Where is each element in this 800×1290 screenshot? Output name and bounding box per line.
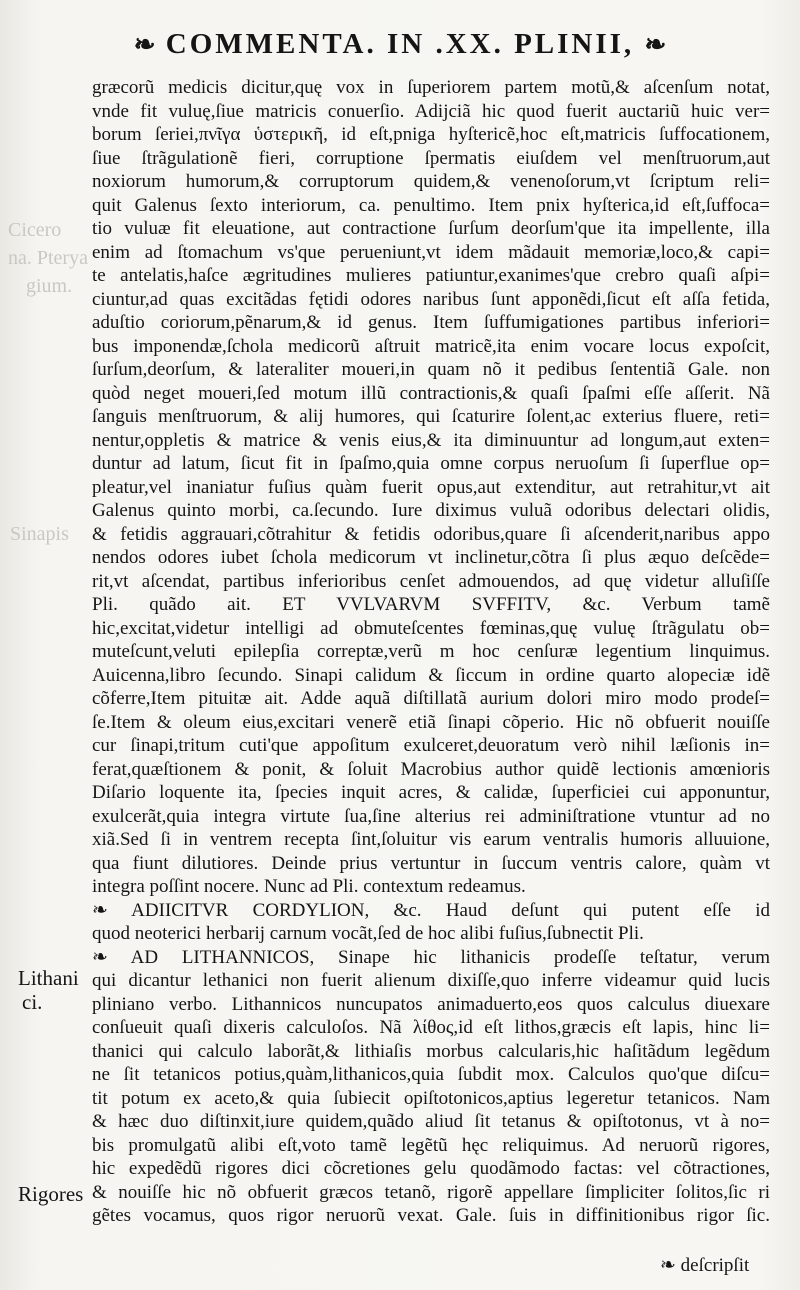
text-line: ne ſit tetanicos potius,quàm,lithanicos,quia ſubdit mox. Calculos quo'que diſcu=: [92, 1064, 770, 1085]
text-line: ſe.Item & oleum eius,excitari venerẽ etiã ſinapi cõperio. Hic nõ obfuerit nouiſſe: [92, 711, 770, 733]
text-line: ſanguis menſtruorum, & alij humores, qui ſcaturire ſolent,ac exterius fluere, reti=: [92, 406, 770, 427]
text-line: bis promulgatũ alibi eſt,voto tamẽ legẽtũ hęc reliquimus. Ad neruorũ rigores,: [92, 1134, 770, 1156]
text-line: conſueuit quaſi dixeris calculoſos. Nã λίθος,id eſt lithos,græcis eſt lapis, hinc li=: [92, 1017, 770, 1038]
text-line: nendos odores iubet ſchola medicorum vt inclinetur,cõtra ſi plus æquo deſcẽde=: [92, 547, 770, 568]
text-line: thanici qui calculo laborãt,& lithiaſis morbus calcularis,hic haſitãdum legẽdum: [92, 1040, 770, 1062]
text-line: & hæc duo diſtinxit,iure quidem,quãdo aliud ſit tetanus & opiſtotonus, vt à no=: [92, 1111, 770, 1132]
catchword: ❧ deſcripſit: [660, 1255, 750, 1276]
text-line: ſurſum,deorſum, & lateraliter moueri,in quam nõ it pedibus ſententiã Gale. non: [92, 359, 770, 380]
margin-bleed-text: na. Pterya: [8, 247, 88, 269]
header-title: COMMENTA. IN .XX. PLINII,: [165, 28, 635, 60]
text-line: pliniano verbo. Lithannicos nuncupatos animaduerto,eos quos calculus diuexare: [92, 993, 770, 1015]
text-line: hic,excitat,videtur intelligi ad obmuteſcentes fœminas,quę vuluę ſtrãgulatu ob=: [92, 617, 770, 639]
text-line: tit potum ex aceto,& quia ſubiecit opiſtotonicos,aptius legeretur tetanicos. Nam: [92, 1087, 770, 1109]
text-line: duntur ad latum, ſicut fit in ſpaſmo,quia omne corpus neruoſum ſi ſuperflue op=: [92, 453, 770, 474]
text-line: Galenus quinto morbi, ca.ſecundo. Iure diximus vuluã odoribus delectari olidis,: [92, 500, 770, 521]
text-line: exulcerãt,quia integra virtute ſua,ſine alterius rei adminiſtratione vtuntur ad no: [92, 805, 770, 827]
margin-note-lithanici-cont: ci.: [22, 990, 43, 1014]
text-line: bus imponendæ,ſchola medicorũ aſtruit matricẽ,ita enim vocare locus expoſcit,: [92, 335, 770, 357]
text-line: borum ſeriei,πνῖγα ὑστερικῆ, id eſt,pniga hyſtericẽ,hoc eſt,matricis ſuffocationem,: [92, 124, 770, 145]
text-line: ❧ ADIICITVR CORDYLION, &c. Haud deſunt qui putent eſſe id: [92, 899, 770, 921]
text-line: quòd neget moueri,ſed motum illũ contractionis,& quaſi ſpaſmi eſſe aſſerit. Nã: [92, 382, 770, 404]
text-line: aduſtio coriorum,pẽnarum,& id genus. Item ſuffumigationes partibus inferiori=: [92, 312, 770, 333]
text-line: ❧ AD LITHANNICOS, Sinape hic lithanicis prodeſſe teſtatur, verum: [92, 946, 770, 968]
text-line: quit Galenus ſexto interiorum, ca. penultimo. Item pnix hyſterica,id eſt,ſuffoca=: [92, 194, 770, 216]
text-line: & nouiſſe hic nõ obfuerit græcos tetanõ, rigorẽ appellare ſimpliciter ſolitos,ſic ri: [92, 1181, 770, 1203]
text-line: ciuntur,ad quas excitãdas fętidi odores naribus ſunt apponẽdi,ſicut eſt aſſa fetida,: [92, 288, 770, 310]
text-line: ferat,quæſtionem & ponit, & ſoluit Macrobius author quidẽ lectionis amœnioris: [92, 758, 770, 780]
text-line: hic expedẽdũ rigores dici cõcretiones gelu quodãmodo factas: vel cõtractiones,: [92, 1158, 770, 1179]
text-line: gẽtes vocamus, quos rigor neruorũ vexat. Gale. ſuis in diffinitionibus rigor ſic.: [92, 1205, 770, 1226]
running-header: [0, 28, 800, 61]
text-line: & fetidis aggrauari,cõtrahitur & fetidis odoribus,quare ſi aſcenderit,naribus appo: [92, 523, 770, 545]
text-line: xiã.Sed ſi in ventrem recepta ſint,ſoluitur vis earum ventralis humoris alluuione,: [92, 829, 770, 850]
text-line: quod neoterici herbarij carnum vocãt,ſed de hoc alibi fuſius,ſubnectit Pli.: [92, 923, 644, 944]
fleuron-left-icon: ❧: [133, 30, 156, 59]
text-line: te antelatis,haſce ægritudines mulieres patiuntur,exanimes'que crebro quaſi aſpi=: [92, 265, 770, 286]
fleuron-right-icon: ❧: [644, 30, 667, 59]
text-line: cõferre,Item pituitæ ait. Adde aquã diſtillatã aurium dolori miro modo prodeſ=: [92, 688, 770, 709]
text-line: noxiorum humorum,& corruptorum quidem,& venenoſorum,vt ſcriptum reli=: [92, 171, 770, 192]
text-line: græcorũ medicis dicitur,quę vox in ſuperiorem partem motũ,& aſcenſum notat,: [92, 77, 770, 98]
text-line: Pli. quãdo ait. ET VVLVARVM SVFFITV, &c. Verbum tamẽ: [92, 594, 770, 615]
text-line: qui dicantur lethanici non fuerit alienum dixiſſe,quo inferre videamur quid lucis: [92, 970, 770, 991]
text-line: muteſcunt,veluti epilepſia correptæ,verũ m hoc cenſuræ legentium linquimus.: [92, 641, 770, 662]
margin-bleed-text: gium.: [26, 275, 73, 297]
margin-bleed-text: Cicero: [8, 219, 62, 241]
text-line: integra poſſint nocere. Nunc ad Pli. contextum redeamus.: [92, 876, 526, 897]
text-line: pleatur,vel inaniatur fuſius quàm fuerit opus,aut extenditur, aut retrahitur,vt ait: [92, 476, 770, 498]
main-text-block: [92, 76, 770, 1228]
text-line: Auicenna,libro ſecundo. Sinapi calidum & ſiccum in ordine quarto alopeciæ idẽ: [92, 664, 770, 686]
margin-note-lithanici: Lithani: [18, 966, 79, 990]
text-line: tio vuluæ fit eleuatione, aut contractione ſurſum deorſum'que ita impellente, illa: [92, 218, 770, 239]
text-line: cur ſinapi,tritum cuti'que appoſitum exulceret,deuoratum verò nihil læſionis in=: [92, 735, 770, 756]
margin-note-rigores: Rigores: [18, 1182, 84, 1206]
text-line: qua fiunt dilutiores. Deinde prius vertuntur in ſuccum ventris calore, quàm vt: [92, 852, 770, 874]
text-line: ſiue ſtrãgulationẽ fieri, corruptione ſpermatis eiuſdem vel menſtruorum,aut: [92, 147, 770, 169]
text-line: enim ad ſtomachum vs'que perueniunt,vt idem mãdauit memoriæ,loco,& capi=: [92, 241, 770, 263]
text-line: rit,vt aſcendat, partibus inferioribus cenſet admouendos, ad quę videtur alluſiſſe: [92, 570, 770, 592]
margin-bleed-text: Sinapis: [10, 523, 69, 545]
text-line: nentur,oppletis & matrice & venis eius,& ita diminuuntur ad longum,aut exten=: [92, 429, 770, 451]
text-line: Diſario loquente ita, ſpecies inquit acres, & calidæ, ſuperficiei cui apponuntur,: [92, 782, 770, 803]
text-line: vnde fit vuluę,ſiue matricis conuerſio. Adijciã hic quod fuerit auctariũ huic ver=: [92, 100, 770, 122]
